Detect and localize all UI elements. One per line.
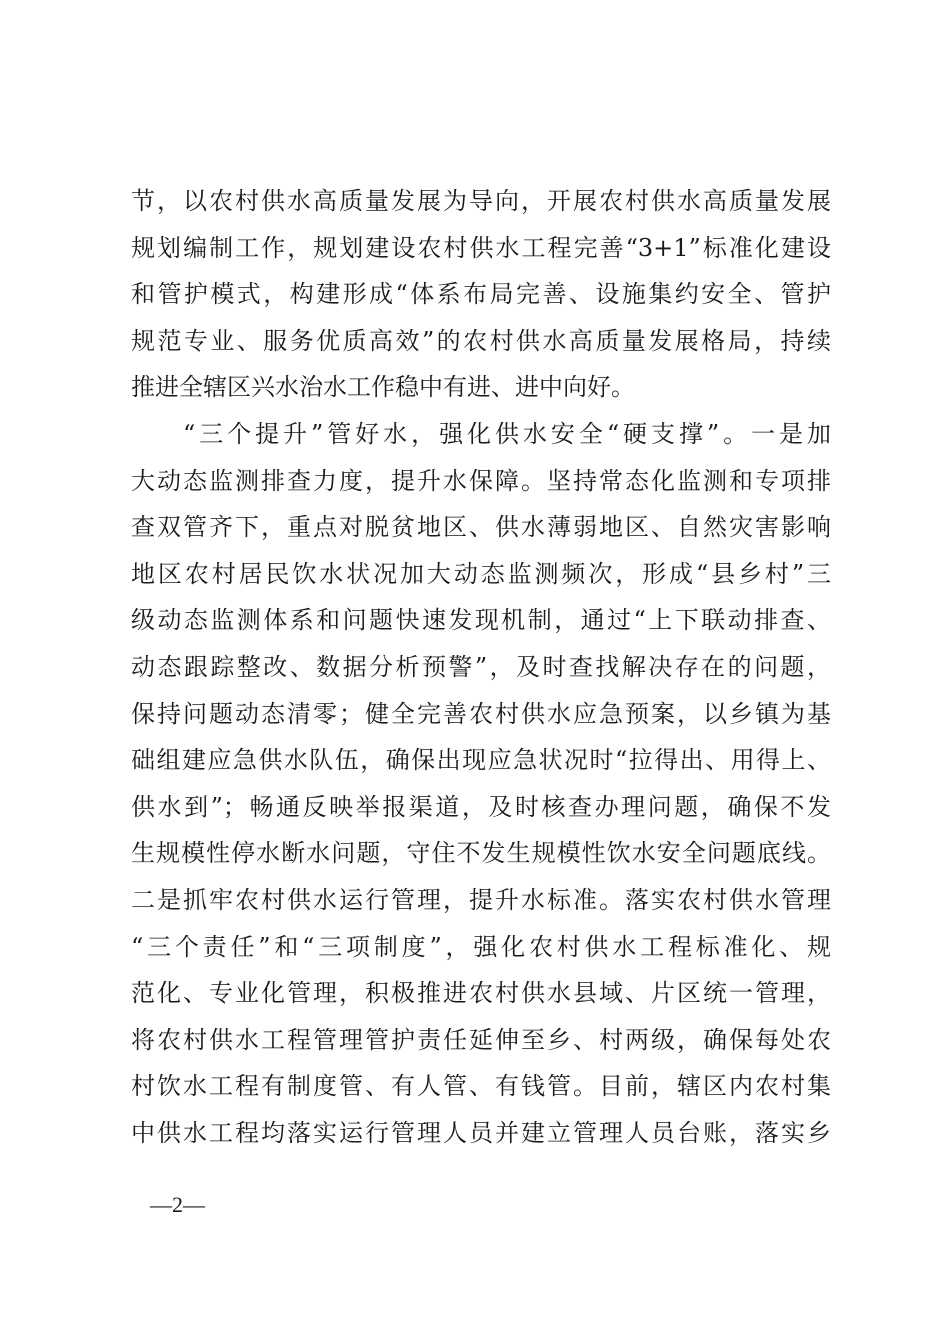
text-line: 保持问题动态清零；健全完善农村供水应急预案，以乡镇为基 [131, 699, 831, 728]
text-line: 和管护模式，构建形成“体系布局完善、设施集约安全、管护 [131, 280, 831, 309]
paragraph-start-line: “三个提升”管好水，强化供水安全“硬支撑”。一是加 [183, 419, 831, 448]
text-line: 供水到”；畅通反映举报渠道，及时核查办理问题，确保不发 [131, 792, 831, 821]
text-line: 二是抓牢农村供水运行管理，提升水标准。落实农村供水管理 [131, 885, 831, 914]
text-line: 规范专业、服务优质高效”的农村供水高质量发展格局，持续 [131, 326, 831, 355]
text-line: “三个责任”和“三项制度”，强化农村供水工程标准化、规 [131, 932, 831, 961]
text-line: 地区农村居民饮水状况加大动态监测频次，形成“县乡村”三 [131, 559, 831, 588]
text-line: 查双管齐下，重点对脱贫地区、供水薄弱地区、自然灾害影响 [131, 513, 831, 542]
text-line: 动态跟踪整改、数据分析预警”，及时查找解决存在的问题， [131, 652, 831, 681]
text-line: 规划编制工作，规划建设农村供水工程完善“3+1”标准化建设 [131, 233, 831, 262]
text-line: 推进全辖区兴水治水工作稳中有进、进中向好。 [131, 373, 635, 402]
text-line: 级动态监测体系和问题快速发现机制，通过“上下联动排查、 [131, 606, 831, 635]
text-line: 中供水工程均落实运行管理人员并建立管理人员台账，落实乡 [131, 1118, 831, 1147]
text-line: 村饮水工程有制度管、有人管、有钱管。目前，辖区内农村集 [131, 1072, 831, 1101]
text-line: 将农村供水工程管理管护责任延伸至乡、村两级，确保每处农 [131, 1025, 831, 1054]
page-number: —2— [150, 1192, 205, 1217]
text-line: 生规模性停水断水问题，守住不发生规模性饮水安全问题底线。 [131, 839, 831, 868]
text-line: 大动态监测排查力度，提升水保障。坚持常态化监测和专项排 [131, 466, 831, 495]
text-line: 础组建应急供水队伍，确保出现应急状况时“拉得出、用得上、 [131, 746, 831, 775]
body-text [131, 178, 831, 1156]
text-line: 范化、专业化管理，积极推进农村供水县域、片区统一管理， [131, 979, 831, 1008]
text-line: 节，以农村供水高质量发展为导向，开展农村供水高质量发展 [131, 187, 831, 215]
